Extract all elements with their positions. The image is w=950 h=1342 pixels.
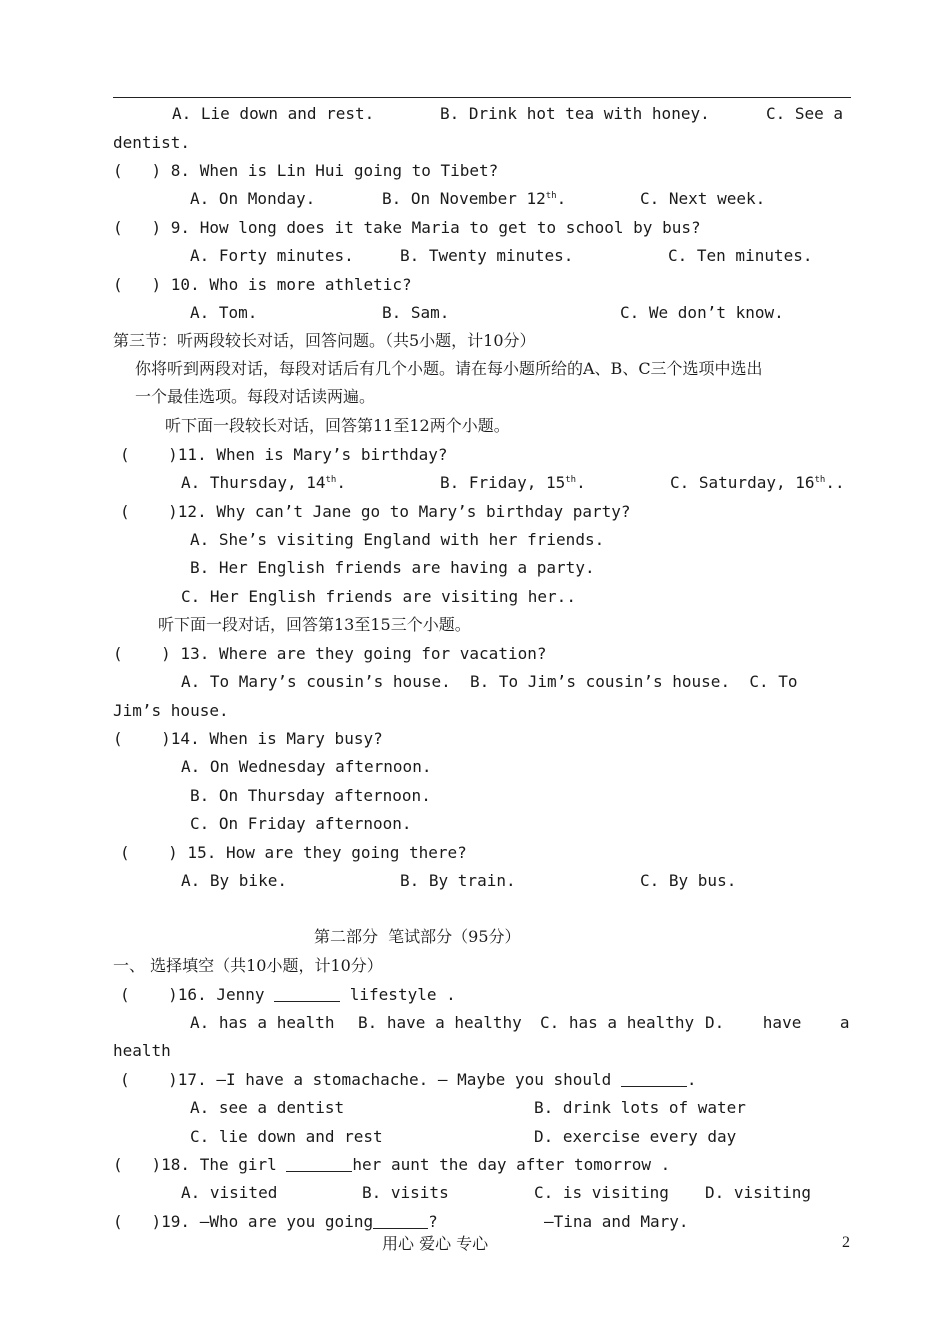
q14-stem: ( )14. When is Mary busy?: [113, 729, 383, 748]
q16-stem: ( )16. Jenny lifestyle .: [120, 985, 456, 1004]
q16-option-d: D. have a: [705, 1013, 850, 1032]
part2-title: 第二部分 笔试部分（95分）: [314, 927, 521, 946]
q17-stem: ( )17. —I have a stomachache. — Maybe you should .: [120, 1070, 697, 1089]
part2-section1: 一、 选择填空（共10小题，计10分）: [113, 956, 383, 975]
q19-stem: ( )19. —Who are you going ?: [113, 1212, 438, 1231]
q13-options-cont: Jim’s house.: [113, 701, 229, 720]
q15-stem: ( ) 15. How are they going there?: [120, 843, 467, 862]
q10-option-a: A. Tom.: [190, 303, 258, 322]
q18-stem: ( )18. The girl her aunt the day after tomorrow .: [113, 1155, 671, 1174]
q18-option-a: A. visited: [181, 1183, 278, 1202]
q13-stem: ( ) 13. Where are they going for vacation?: [113, 644, 547, 663]
footer-motto: 用心 爱心 专心: [382, 1234, 489, 1253]
q14-option-b: B. On Thursday afternoon.: [190, 786, 431, 805]
q8-option-a: A. On Monday.: [190, 189, 316, 208]
q8-option-b: B. On November 12th.: [382, 189, 567, 208]
q14-option-a: A. On Wednesday afternoon.: [181, 757, 432, 776]
q10-option-c: C. We don’t know.: [620, 303, 784, 322]
q17-option-d: D. exercise every day: [534, 1127, 737, 1146]
q17-option-c: C. lie down and rest: [190, 1127, 383, 1146]
q11-option-c: C. Saturday, 16th..: [670, 473, 845, 492]
q11-option-a: A. Thursday, 14th.: [181, 473, 346, 492]
q7-option-c: C. See a: [766, 104, 844, 123]
section3-title: 第三节：听两段较长对话，回答问题。（共5小题，计10分）: [113, 331, 536, 350]
q18-option-b: B. visits: [362, 1183, 449, 1202]
q12-stem: ( )12. Why can’t Jane go to Mary’s birthday party?: [120, 502, 631, 521]
q18-option-c: C. is visiting: [534, 1183, 669, 1202]
q17-option-a: A. see a dentist: [190, 1098, 345, 1117]
section3-instr-1: 你将听到两段对话，每段对话后有几个小题。请在每小题所给的A、B、C三个选项中选出: [135, 359, 763, 378]
q11-stem: ( )11. When is Mary’s birthday?: [120, 445, 448, 464]
q11-option-b: B. Friday, 15th.: [440, 473, 586, 492]
q8-stem: ( ) 8. When is Lin Hui going to Tibet?: [113, 161, 499, 180]
q18-blank[interactable]: [286, 1157, 352, 1172]
dialog1-instr: 听下面一段较长对话，回答第11至12两个小题。: [165, 416, 510, 435]
header-rule: [113, 97, 851, 98]
q13-options: A. To Mary’s cousin’s house. B. To Jim’s cousin’s house. C. To: [181, 672, 798, 691]
q17-option-b: B. drink lots of water: [534, 1098, 746, 1117]
q7-option-b: B. Drink hot tea with honey.: [440, 104, 710, 123]
q19-answer: —Tina and Mary.: [544, 1212, 689, 1231]
q16-option-d-cont: health: [113, 1041, 171, 1060]
q15-option-b: B. By train.: [400, 871, 516, 890]
q16-option-a: A. has a health: [190, 1013, 335, 1032]
q16-option-b: B. have a healthy: [358, 1013, 522, 1032]
q12-option-a: A. She’s visiting England with her friends.: [190, 530, 605, 549]
q9-option-b: B. Twenty minutes.: [400, 246, 574, 265]
q10-option-b: B. Sam.: [382, 303, 450, 322]
q12-option-b: B. Her English friends are having a party.: [190, 558, 595, 577]
q10-stem: ( ) 10. Who is more athletic?: [113, 275, 412, 294]
section3-instr-2: 一个最佳选项。每段对话读两遍。: [135, 387, 376, 406]
q15-option-c: C. By bus.: [640, 871, 737, 890]
q7-option-c-cont: dentist.: [113, 133, 191, 152]
q16-blank[interactable]: [274, 987, 340, 1002]
q9-stem: ( ) 9. How long does it take Maria to get to school by bus?: [113, 218, 701, 237]
q15-option-a: A. By bike.: [181, 871, 287, 890]
q16-option-c: C. has a healthy: [540, 1013, 695, 1032]
q7-option-a: A. Lie down and rest.: [172, 104, 375, 123]
q9-option-c: C. Ten minutes.: [668, 246, 813, 265]
q14-option-c: C. On Friday afternoon.: [190, 814, 412, 833]
q18-option-d: D. visiting: [705, 1183, 811, 1202]
q19-blank[interactable]: [373, 1214, 428, 1229]
q17-blank[interactable]: [621, 1072, 687, 1087]
q8-option-c: C. Next week.: [640, 189, 766, 208]
dialog2-instr: 听下面一段对话，回答第13至15三个小题。: [158, 615, 471, 634]
q12-option-c: C. Her English friends are visiting her..: [181, 587, 576, 606]
page-number: 2: [842, 1234, 850, 1251]
q9-option-a: A. Forty minutes.: [190, 246, 354, 265]
